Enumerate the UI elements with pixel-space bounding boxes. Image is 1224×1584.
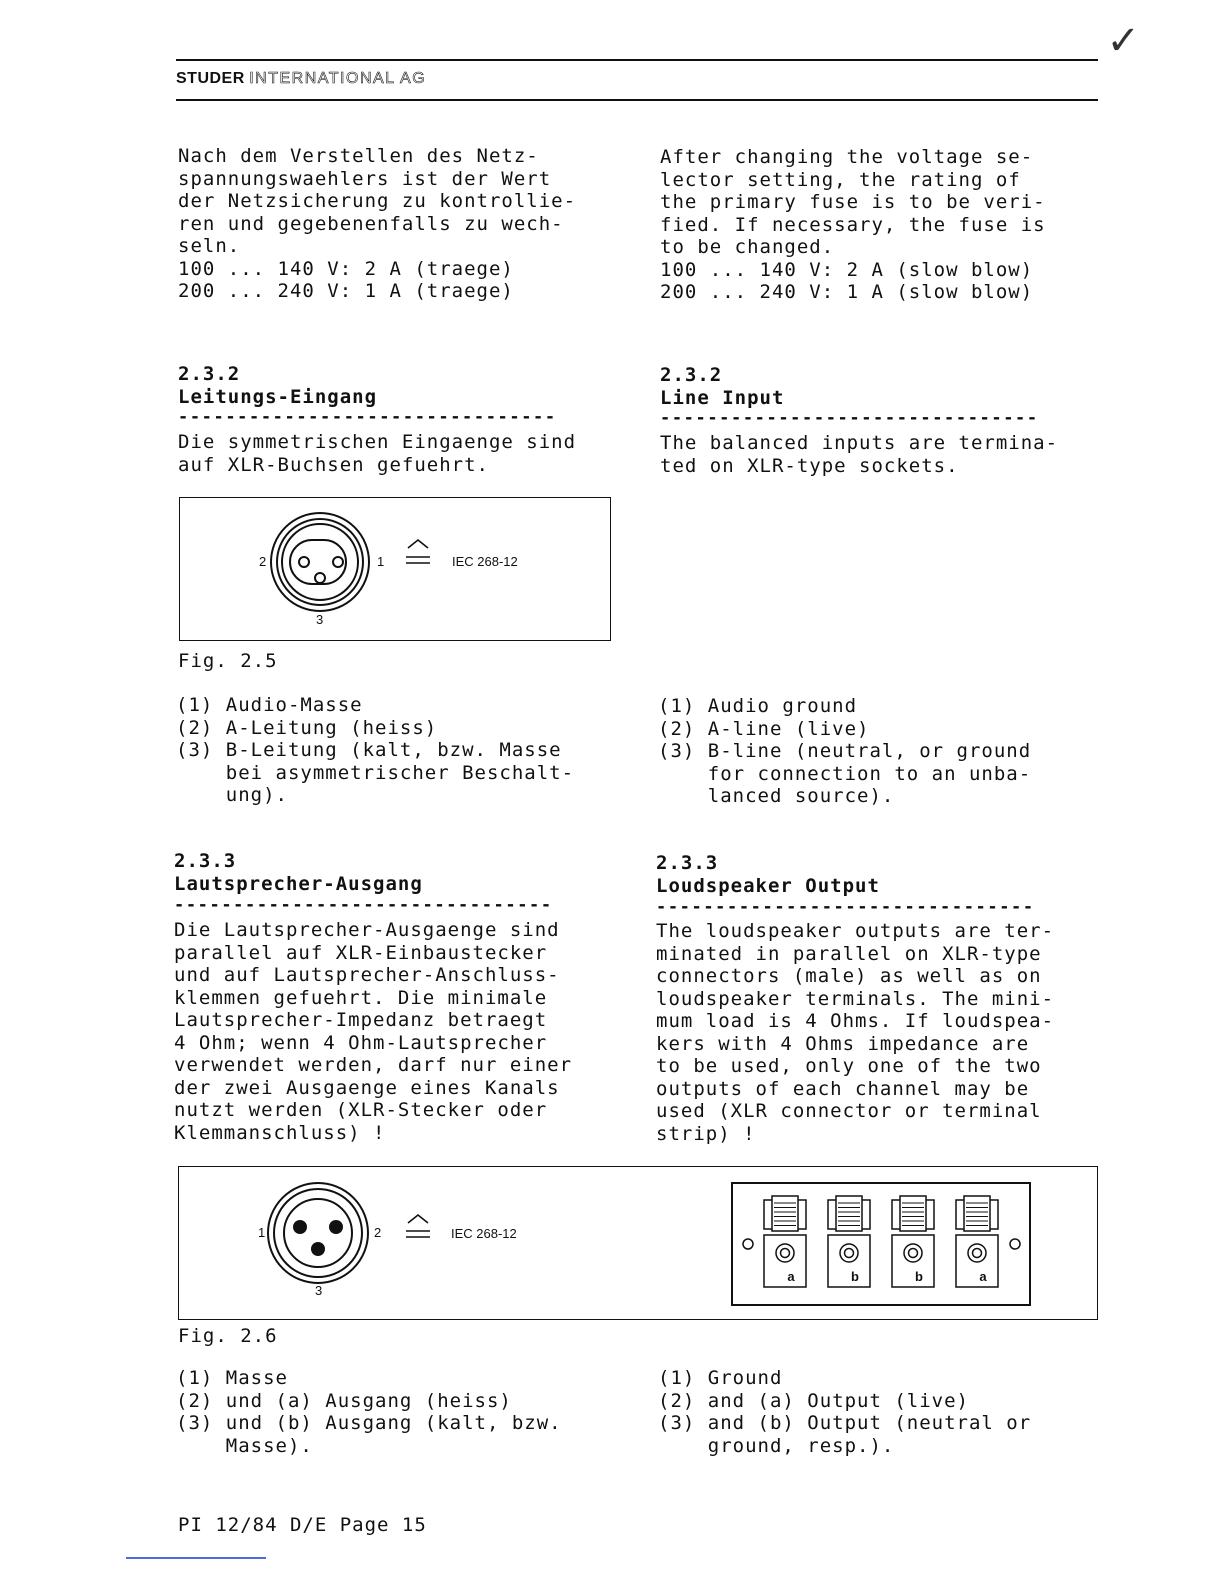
loudspeaker-de-line: nutzt werden (XLR-Stecker oder — [174, 1099, 548, 1121]
fuse-en-line: After changing the voltage se- — [660, 146, 1034, 168]
pin-list-en-2 — [658, 1367, 1098, 1457]
loudspeaker-de-line: klemmen gefuehrt. Die minimale — [174, 986, 548, 1009]
line-input-de-line: auf XLR-Buchsen gefuehrt. — [178, 453, 489, 476]
section-number-en: 2.3.2 — [660, 364, 723, 386]
pin2-en-line: (1) Ground — [658, 1367, 783, 1389]
line-input-de-line: Die symmetrischen Eingaenge sind — [178, 431, 577, 453]
terminal-label-3: b — [915, 1269, 923, 1284]
loudspeaker-en-line: loudspeaker terminals. The mini- — [656, 987, 1055, 1010]
fuse-de-line: ren und gegebenenfalls zu wech- — [178, 212, 564, 235]
pin-en-line: lanced source). — [658, 785, 895, 807]
section-title-de: Leitungs-Eingang — [178, 386, 378, 408]
fuse-en-line: 100 ... 140 V: 2 A (slow blow) — [660, 258, 1034, 281]
loudspeaker-de-line: Die Lautsprecher-Ausgaenge sind — [174, 919, 560, 941]
loudspeaker-de-line: Lautsprecher-Impedanz betraegt — [174, 1009, 548, 1031]
pin-en-line: for connection to an unba- — [658, 762, 1032, 785]
line-input-text-en — [660, 432, 1100, 477]
pin-de-line: bei asymmetrischer Beschalt- — [176, 761, 575, 784]
fuse-text-de — [178, 145, 618, 303]
figure-2-5-frame — [179, 497, 611, 641]
loudspeaker-de-line: parallel auf XLR-Einbaustecker — [174, 941, 548, 964]
loudspeaker-en-line: strip) ! — [656, 1122, 756, 1145]
section-number-de-2: 2.3.3 — [174, 850, 237, 872]
line-input-en-line: The balanced inputs are termina- — [660, 432, 1059, 454]
loudspeaker-en-line: minated in parallel on XLR-type — [656, 942, 1042, 965]
bottom-underline — [126, 1557, 266, 1559]
check-mark: ✓ — [1106, 19, 1140, 63]
pin2-de-line: (2) und (a) Ausgang (heiss) — [176, 1389, 512, 1412]
loudspeaker-de-line: verwendet werden, darf nur einer — [174, 1054, 573, 1076]
terminal-label-2: b — [851, 1269, 859, 1284]
loudspeaker-de-line: 4 Ohm; wenn 4 Ohm-Lautsprecher — [174, 1031, 548, 1054]
loudspeaker-de-line: und auf Lautsprecher-Anschluss- — [174, 964, 560, 986]
fuse-text-en — [660, 146, 1100, 304]
section-number-en-2: 2.3.3 — [656, 852, 719, 874]
section-underline-de-2: -------------------------------- — [174, 895, 553, 915]
terminal-label-4: a — [979, 1269, 987, 1284]
section-number-de: 2.3.2 — [178, 363, 241, 385]
section-title-en: Line Input — [660, 387, 785, 409]
pin-label-3-out: 3 — [315, 1283, 323, 1298]
section-underline-de: -------------------------------- — [178, 407, 557, 427]
pin-label-2: 2 — [259, 554, 267, 569]
pin-label-1: 1 — [377, 554, 385, 569]
fuse-en-line: to be changed. — [660, 236, 835, 258]
pin-de-line: (1) Audio-Masse — [176, 694, 363, 716]
loudspeaker-de-line: Klemmanschluss) ! — [174, 1121, 386, 1144]
fuse-en-line: lector setting, the rating of — [660, 168, 1021, 191]
xlr-female-diagram — [180, 498, 610, 640]
standard-label-out: IEC 268-12 — [451, 1226, 517, 1241]
fuse-de-line: 200 ... 240 V: 1 A (traege) — [178, 280, 514, 302]
pin-en-line: (1) Audio ground — [658, 695, 858, 717]
figure-2-6-frame — [178, 1166, 1098, 1320]
loudspeaker-en-line: mum load is 4 Ohms. If loudspea- — [656, 1010, 1055, 1032]
pin2-en-line: (3) and (b) Output (neutral or — [658, 1412, 1032, 1434]
loudspeaker-en-line: used (XLR connector or terminal — [656, 1100, 1042, 1122]
pin-list-en — [658, 695, 1098, 808]
pin-label-1-out: 1 — [258, 1225, 266, 1240]
pin2-de-line: (3) und (b) Ausgang (kalt, bzw. — [176, 1412, 562, 1434]
pin-label-2-out: 2 — [374, 1225, 382, 1240]
pin-en-line: (2) A-line (live) — [658, 717, 870, 740]
fuse-de-line: spannungswaehlers ist der Wert — [178, 167, 552, 190]
page-footer: PI 12/84 D/E Page 15 — [178, 1514, 427, 1536]
loudspeaker-text-en — [656, 920, 1096, 1145]
standard-label: IEC 268-12 — [452, 554, 518, 569]
loudspeaker-en-line: kers with 4 Ohms impedance are — [656, 1032, 1030, 1055]
fuse-de-line: 100 ... 140 V: 2 A (traege) — [178, 257, 514, 280]
brand-logo — [176, 70, 426, 88]
pin2-en-line: (2) and (a) Output (live) — [658, 1389, 969, 1412]
loudspeaker-en-line: connectors (male) as well as on — [656, 965, 1042, 987]
pin-label-3: 3 — [316, 612, 324, 627]
loudspeaker-en-line: The loudspeaker outputs are ter- — [656, 920, 1055, 942]
brand-bold: STUDER — [176, 70, 245, 87]
pin-list-de — [176, 694, 616, 807]
section-title-en-2: Loudspeaker Output — [656, 875, 880, 897]
figure-caption-2-6: Fig. 2.6 — [178, 1325, 278, 1347]
loudspeaker-de-line: der zwei Ausgaenge eines Kanals — [174, 1076, 560, 1099]
fuse-en-line: the primary fuse is to be veri- — [660, 191, 1046, 213]
pin-de-line: (2) A-Leitung (heiss) — [176, 716, 438, 739]
loudspeaker-en-line: to be used, only one of the two — [656, 1055, 1042, 1077]
pin-de-line: ung). — [176, 784, 288, 806]
section-underline-en-2: -------------------------------- — [656, 897, 1035, 917]
pin-de-line: (3) B-Leitung (kalt, bzw. Masse — [176, 739, 562, 761]
fuse-de-line: seln. — [178, 235, 241, 257]
pin-list-de-2 — [176, 1367, 616, 1457]
terminal-label-1: a — [787, 1269, 795, 1284]
fuse-en-line: 200 ... 240 V: 1 A (slow blow) — [660, 281, 1034, 303]
fuse-en-line: fied. If necessary, the fuse is — [660, 213, 1046, 236]
line-input-text-de — [178, 431, 618, 476]
section-title-de-2: Lautsprecher-Ausgang — [174, 873, 423, 895]
section-underline-en: -------------------------------- — [660, 408, 1039, 428]
header-bottom-rule — [176, 99, 1098, 101]
pin2-de-line: Masse). — [176, 1434, 313, 1457]
fuse-de-line: Nach dem Verstellen des Netz- — [178, 145, 539, 167]
loudspeaker-text-de — [174, 919, 614, 1144]
pin2-de-line: (1) Masse — [176, 1367, 288, 1389]
loudspeaker-en-line: outputs of each channel may be — [656, 1077, 1030, 1100]
line-input-en-line: ted on XLR-type sockets. — [660, 454, 959, 477]
fuse-de-line: der Netzsicherung zu kontrollie- — [178, 190, 577, 212]
pin2-en-line: ground, resp.). — [658, 1434, 895, 1457]
pin-en-line: (3) B-line (neutral, or ground — [658, 740, 1032, 762]
header-top-rule — [176, 59, 1098, 61]
figure-caption-2-5: Fig. 2.5 — [178, 650, 278, 672]
brand-outline: INTERNATIONAL AG — [249, 70, 427, 87]
